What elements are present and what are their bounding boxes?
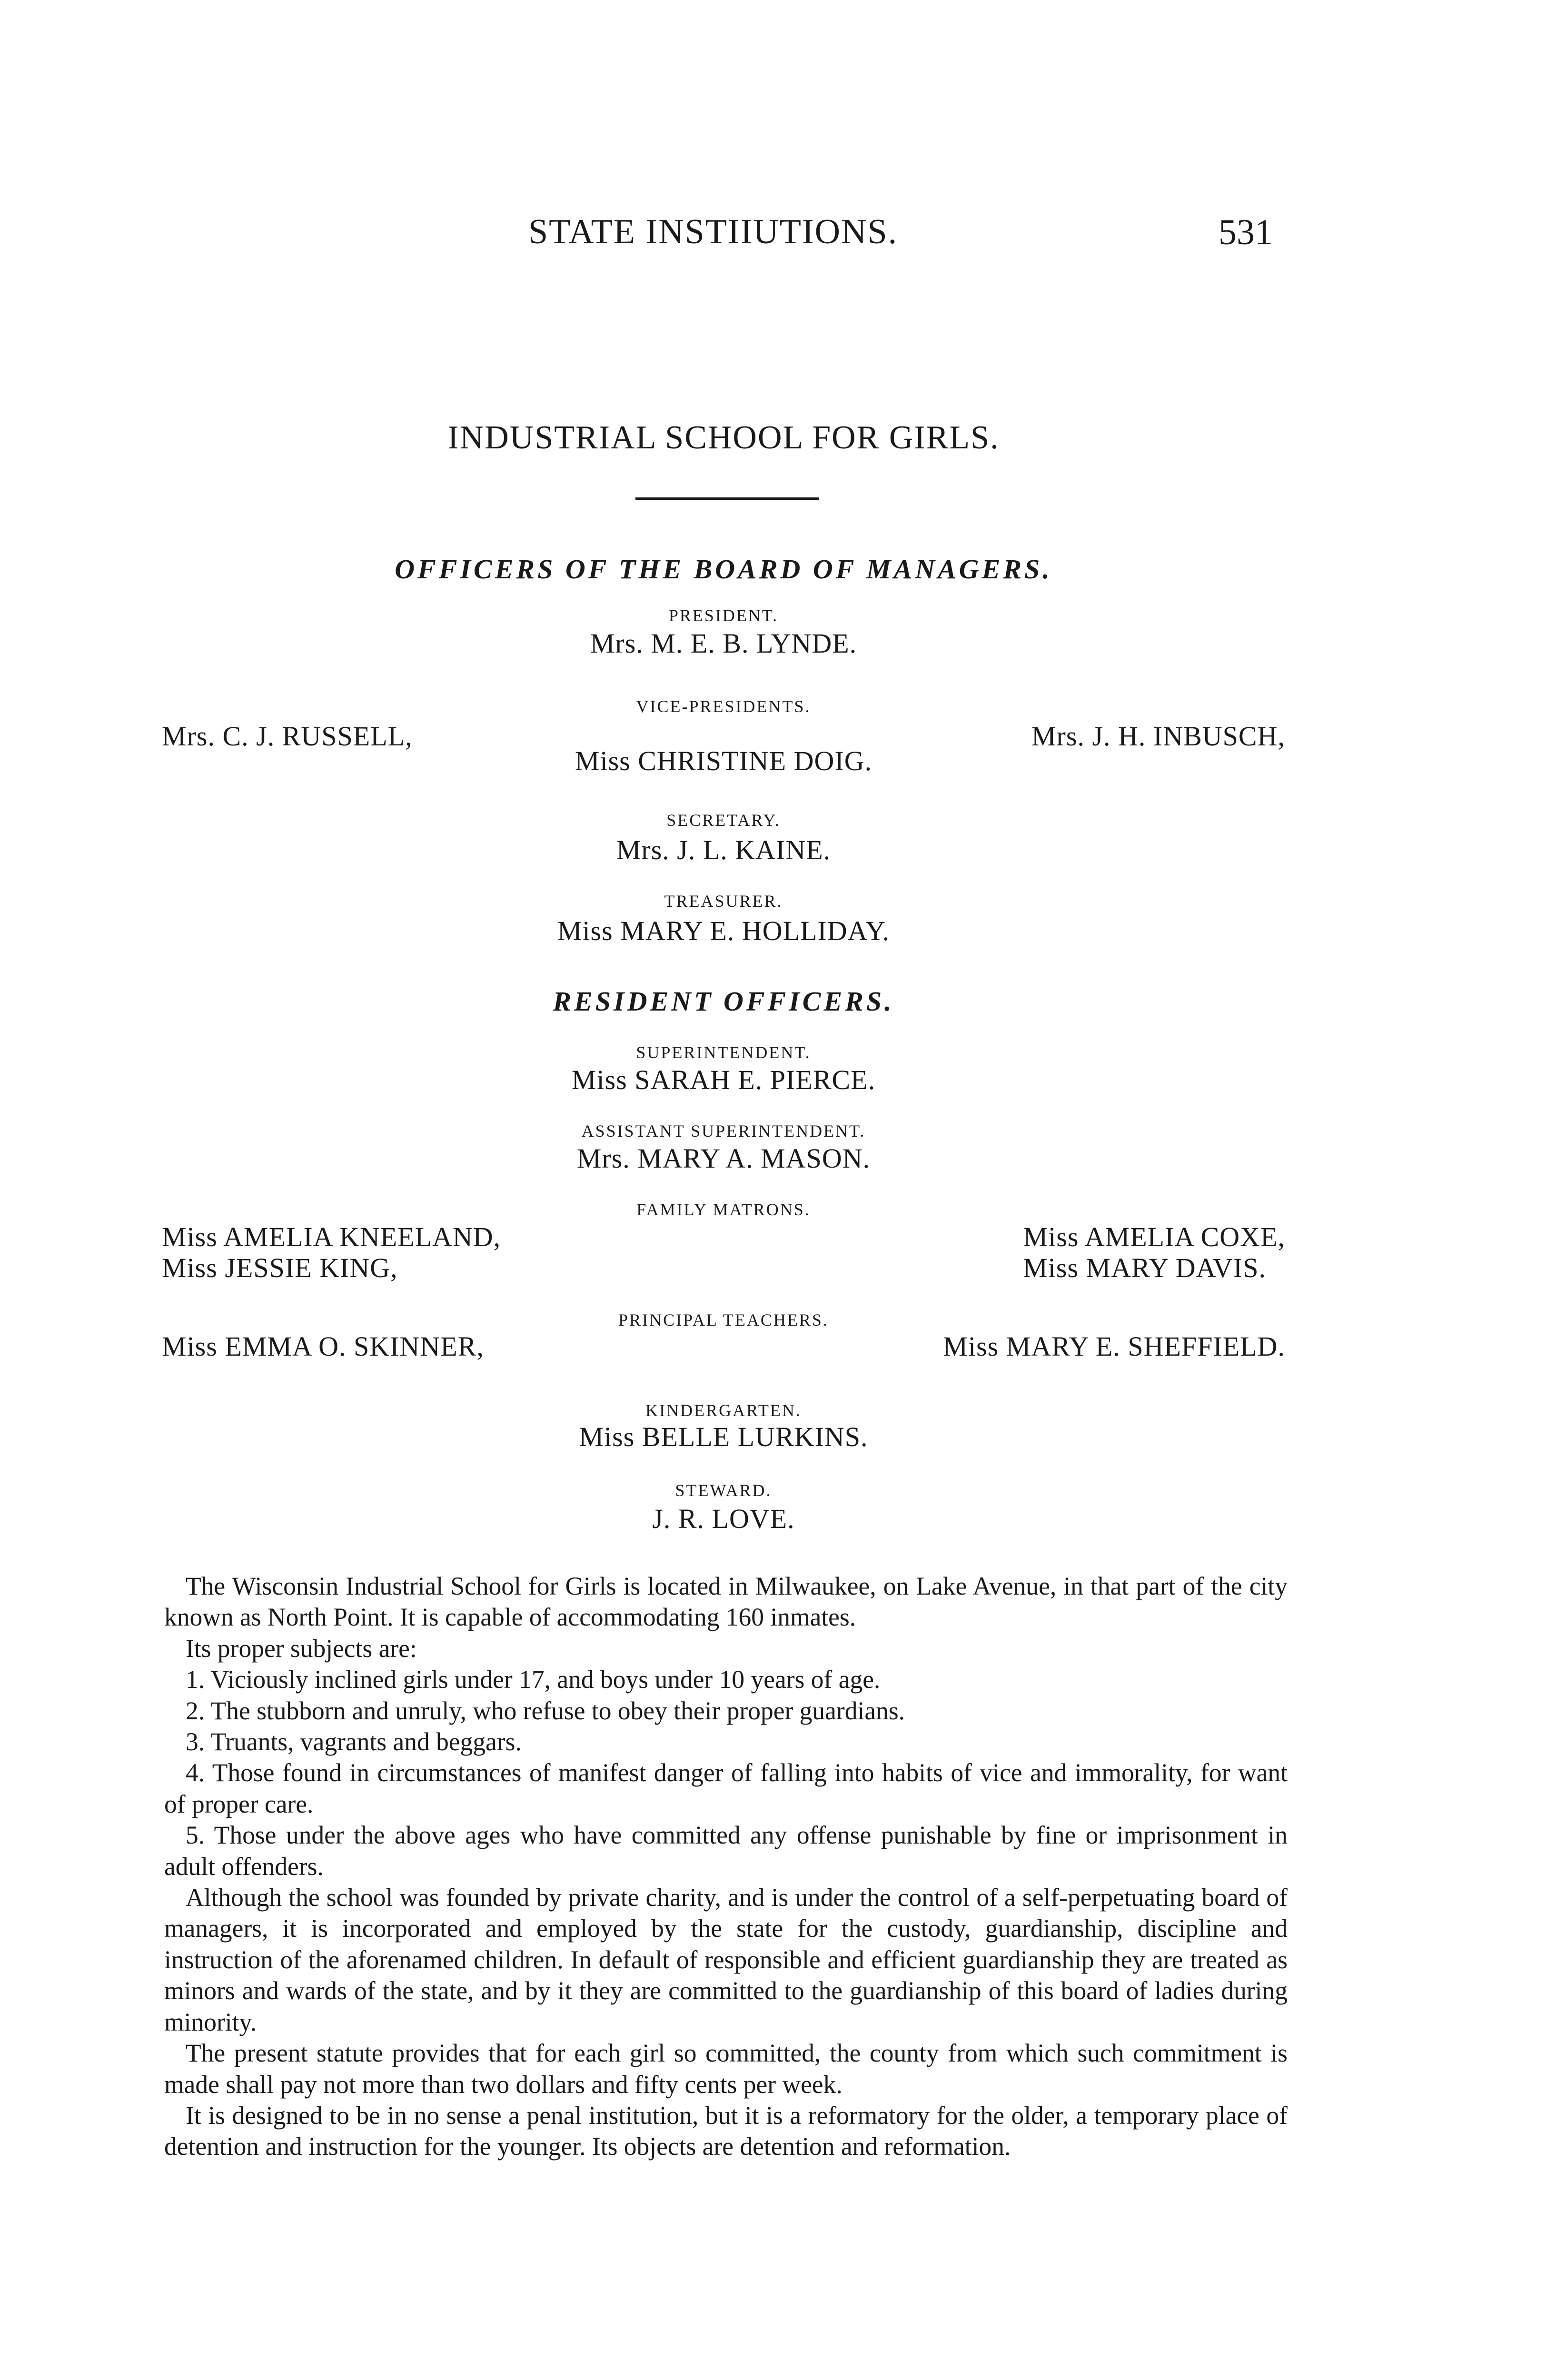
vice-presidents-label: VICE-PRESIDENTS. (636, 697, 811, 716)
superintendent-label: SUPERINTENDENT. (636, 1043, 811, 1062)
subject-item: 3. Truants, vagrants and beggars. (186, 1727, 522, 1756)
vice-president-center: Miss CHRISTINE DOIG. (575, 745, 872, 776)
family-matrons-label: FAMILY MATRONS. (636, 1200, 811, 1219)
assistant-superintendent-name: Mrs. MARY A. MASON. (576, 1143, 871, 1174)
subject-item: 4. Those found in circumstances of manifest danger of falling into habits of vice and immorality, for want of proper care. (164, 1758, 1288, 1818)
paragraph-custody: Although the school was founded by private charity, and is under the control of a self-perpetuating board of managers, it is incorporated and employed by the state for the custody, guardianship, discipline and instruction of the aforenamed children. In default of responsible and efficient guardianship they are treated as minors and wards of the state, and by it they are committed to the guardianship of this board of ladies during minority. (164, 1883, 1288, 2036)
subject-item: 2. The stubborn and unruly, who refuse to obey their proper guardians. (186, 1696, 905, 1725)
resident-heading: RESIDENT OFFICERS. (553, 986, 894, 1017)
kindergarten-label: KINDERGARTEN. (645, 1401, 802, 1420)
matron-right-1: Miss AMELIA COXE, (1023, 1221, 1285, 1252)
principal-teachers-label: PRINCIPAL TEACHERS. (618, 1310, 829, 1329)
page-number: 531 (1219, 212, 1273, 252)
treasurer-label: TREASURER. (664, 892, 783, 911)
kindergarten-name: Miss BELLE LURKINS. (579, 1421, 868, 1452)
matron-left-2: Miss JESSIE KING, (162, 1252, 398, 1283)
paragraph-statute: The present statute provides that for each girl so committed, the county from which such commitment is made shall pay not more than two dollars and fifty cents per week. (164, 2039, 1288, 2099)
vice-president-right: Mrs. J. H. INBUSCH, (1031, 721, 1285, 752)
section-title: INDUSTRIAL SCHOOL FOR GIRLS. (447, 419, 1000, 456)
paragraph-purpose: It is designed to be in no sense a penal institution, but it is a reformatory for the older, a temporary place of detention and instruction for the younger. Its objects are detention and reformation. (164, 2101, 1288, 2161)
assistant-superintendent-label: ASSISTANT SUPERINTENDENT. (581, 1121, 866, 1140)
matron-right-2: Miss MARY DAVIS. (1023, 1252, 1266, 1283)
teacher-right: Miss MARY E. SHEFFIELD. (943, 1331, 1285, 1362)
board-heading: OFFICERS OF THE BOARD OF MANAGERS. (395, 554, 1052, 585)
secretary-label: SECRETARY. (666, 811, 781, 830)
superintendent-name: Miss SARAH E. PIERCE. (571, 1064, 876, 1095)
teacher-left: Miss EMMA O. SKINNER, (162, 1331, 484, 1362)
subject-item: 5. Those under the above ages who have committed any offense punishable by fine or imprisonment in adult offenders. (164, 1821, 1288, 1881)
president-label: PRESIDENT. (668, 606, 779, 625)
matron-left-1: Miss AMELIA KNEELAND, (162, 1221, 501, 1252)
title-rule (635, 497, 819, 500)
steward-name: J. R. LOVE. (652, 1503, 795, 1534)
steward-label: STEWARD. (675, 1481, 772, 1500)
vice-president-left: Mrs. C. J. RUSSELL, (162, 721, 413, 752)
president-name: Mrs. M. E. B. LYNDE. (590, 628, 857, 659)
subjects-intro: Its proper subjects are: (186, 1634, 417, 1663)
intro-paragraph: The Wisconsin Industrial School for Girls is located in Milwaukee, on Lake Avenue, in that part of the city known as North Point. It is capable of accommodating 160 inmates. (164, 1572, 1288, 1632)
secretary-name: Mrs. J. L. KAINE. (616, 834, 831, 865)
treasurer-name: Miss MARY E. HOLLIDAY. (557, 915, 890, 946)
running-title: STATE INSTIIUTIONS. (528, 212, 898, 251)
body-text (164, 1571, 1288, 2162)
subject-item: 1. Viciously inclined girls under 17, and boys under 10 years of age. (186, 1665, 881, 1694)
